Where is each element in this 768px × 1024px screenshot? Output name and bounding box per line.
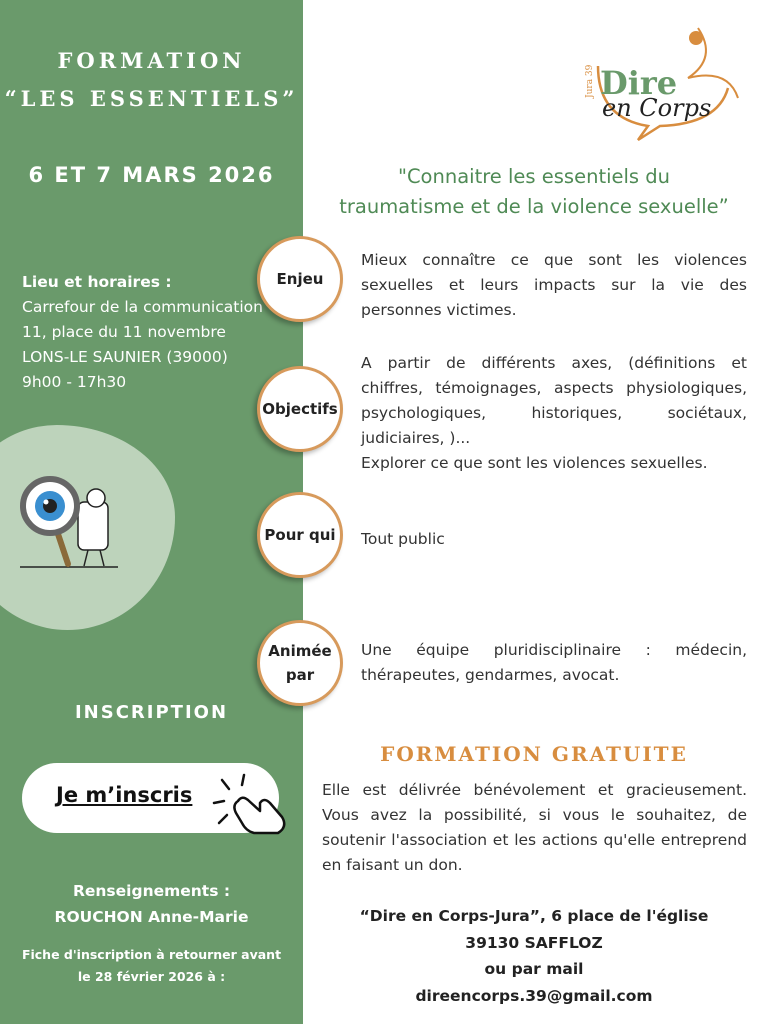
register-button-label: Je m’inscris bbox=[56, 783, 193, 807]
section-label-animee-par: Animée par bbox=[257, 620, 343, 706]
logo bbox=[578, 18, 748, 148]
lieu-heading: Lieu et horaires : bbox=[22, 273, 172, 291]
logo-side-text: Jura 39 bbox=[585, 64, 595, 98]
fiche-line-1: Fiche d'inscription à retourner avant bbox=[21, 947, 282, 962]
gratuite-text: Elle est délivrée bénévolement et gracieusement. Vous avez la possibilité, si vous le souhaitez, de soutenir l'association et les actions qu'elle entreprend en faisant un don. bbox=[322, 781, 747, 874]
address-block bbox=[300, 903, 768, 1009]
title-line-2: “LES ESSENTIELS” bbox=[4, 86, 299, 111]
event-date: 6 ET 7 MARS 2026 bbox=[28, 163, 275, 187]
section-label-objectifs: Objectifs bbox=[257, 366, 343, 452]
gratuite-heading: FORMATION GRATUITE bbox=[380, 742, 688, 766]
title-line-1: FORMATION bbox=[57, 48, 246, 73]
section-label-pour-qui: Pour qui bbox=[257, 492, 343, 578]
lieu-line: LONS-LE SAUNIER (39000) bbox=[22, 348, 228, 366]
section-text-enjeu: Mieux connaître ce que sont les violences sexuelles et leurs impacts sur la vie des personnes victimes. bbox=[361, 251, 747, 319]
address-line-1: “Dire en Corps-Jura”, 6 place de l'église bbox=[359, 907, 709, 925]
renseignements-label: Renseignements : bbox=[72, 882, 231, 900]
inscription-heading: INSCRIPTION bbox=[74, 702, 229, 723]
left-panel bbox=[0, 0, 303, 1024]
address-line-3: ou par mail bbox=[484, 960, 584, 978]
email-link[interactable]: direencorps.39@gmail.com bbox=[415, 986, 653, 1005]
quote bbox=[300, 162, 768, 222]
fiche-line-2: le 28 février 2026 à : bbox=[77, 969, 226, 984]
lieu-line: 9h00 - 17h30 bbox=[22, 373, 127, 391]
logo-word-1: Dire bbox=[600, 64, 678, 102]
section-text-objectifs: A partir de différents axes, (définitions et chiffres, témoignages, aspects physiologiques, psychologiques, historiques, sociétaux, judiciaires, )... Explorer ce que sont les violences sexuelles. bbox=[361, 354, 747, 472]
quote-line-2: traumatisme et de la violence sexuelle” bbox=[339, 195, 729, 218]
lieu-line: Carrefour de la communication bbox=[22, 298, 263, 316]
section-text-pour-qui: Tout public bbox=[361, 530, 445, 548]
section-text-animee-par: Une équipe pluridisciplinaire : médecin, thérapeutes, gendarmes, avocat. bbox=[361, 641, 747, 684]
magnifying-glass-icon bbox=[16, 472, 126, 572]
quote-line-1: "Connaitre les essentiels du bbox=[397, 165, 671, 188]
renseignements-name: ROUCHON Anne-Marie bbox=[54, 908, 249, 926]
pointing-hand-icon bbox=[212, 773, 292, 835]
lieu-line: 11, place du 11 novembre bbox=[22, 323, 226, 341]
register-button[interactable] bbox=[22, 763, 279, 833]
section-label-enjeu: Enjeu bbox=[257, 236, 343, 322]
logo-word-2: en Corps bbox=[602, 94, 712, 122]
address-line-2: 39130 SAFFLOZ bbox=[465, 933, 603, 952]
